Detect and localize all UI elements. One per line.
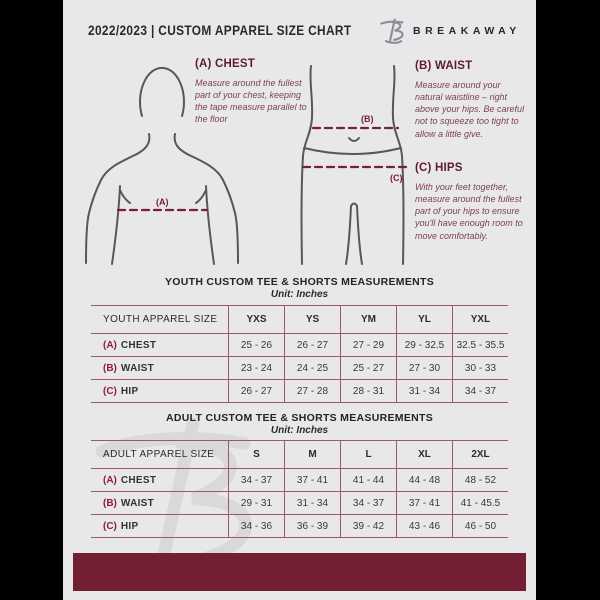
table-cell: 43 - 46 xyxy=(396,515,452,538)
row-header xyxy=(91,515,228,538)
table-cell: 34 - 37 xyxy=(452,380,508,403)
row-header xyxy=(91,334,228,357)
youth-size-label: YOUTH APPAREL SIZE xyxy=(103,314,218,325)
column-header: YXL xyxy=(452,305,508,334)
table-cell: 39 - 42 xyxy=(340,515,396,538)
size-chart-page xyxy=(63,0,536,600)
table-cell: 24 - 25 xyxy=(284,357,340,380)
hips-body-text: With your feet together, measure around the fullest part of your hips to ensure you'll have enough room to move comfortably. xyxy=(415,182,523,241)
table-cell: 31 - 34 xyxy=(284,492,340,515)
column-header: M xyxy=(284,440,340,469)
table-cell: 30 - 33 xyxy=(452,357,508,380)
brand-name: BREAKAWAY xyxy=(413,25,521,37)
table-cell: 23 - 24 xyxy=(228,357,284,380)
row-name: HIP xyxy=(120,385,139,397)
chest-marker-label: (A) xyxy=(156,197,169,207)
chest-heading: (A) CHEST xyxy=(195,58,255,70)
row-header xyxy=(91,380,228,403)
adult-size-label: ADULT APPAREL SIZE xyxy=(103,449,215,460)
youth-size-table xyxy=(91,305,508,403)
column-header: S xyxy=(228,440,284,469)
hip-marker-label: (C) xyxy=(390,173,403,183)
table-cell: 25 - 27 xyxy=(340,357,396,380)
table-cell: 28 - 31 xyxy=(340,380,396,403)
row-prefix: (B) xyxy=(103,362,117,374)
row-header xyxy=(91,492,228,515)
adult-unit-label: Unit: Inches xyxy=(270,425,329,436)
page-title: 2022/2023 | CUSTOM APPAREL SIZE CHART xyxy=(88,22,352,38)
table-cell: 31 - 34 xyxy=(396,380,452,403)
table-cell: 37 - 41 xyxy=(284,469,340,492)
waist-instructions xyxy=(415,60,527,140)
table-cell: 44 - 48 xyxy=(396,469,452,492)
column-header: 2XL xyxy=(452,440,508,469)
row-name: HIP xyxy=(120,520,139,532)
table-cell: 27 - 30 xyxy=(396,357,452,380)
column-header: YM xyxy=(340,305,396,334)
youth-section-title: YOUTH CUSTOM TEE & SHORTS MEASUREMENTS xyxy=(164,276,435,288)
table-cell: 41 - 44 xyxy=(340,469,396,492)
table-cell: 41 - 45.5 xyxy=(452,492,508,515)
table-cell: 48 - 52 xyxy=(452,469,508,492)
adult-section-title: ADULT CUSTOM TEE & SHORTS MEASUREMENTS xyxy=(165,412,434,424)
row-name: WAIST xyxy=(120,362,155,374)
youth-table-corner xyxy=(91,305,228,334)
youth-unit-label: Unit: Inches xyxy=(270,289,329,300)
table-cell: 27 - 29 xyxy=(340,334,396,357)
row-prefix: (B) xyxy=(103,497,117,509)
table-cell: 26 - 27 xyxy=(284,334,340,357)
row-header xyxy=(91,469,228,492)
row-prefix: (C) xyxy=(103,520,117,532)
table-cell: 34 - 37 xyxy=(340,492,396,515)
row-prefix: (A) xyxy=(103,339,117,351)
table-cell: 37 - 41 xyxy=(396,492,452,515)
table-cell: 29 - 31 xyxy=(228,492,284,515)
adult-size-table xyxy=(91,440,508,538)
table-cell: 34 - 36 xyxy=(228,515,284,538)
adult-table-corner xyxy=(91,440,228,469)
chest-instructions xyxy=(195,58,308,126)
lower-body-figure xyxy=(295,60,415,268)
waist-marker-label: (B) xyxy=(361,114,374,124)
waist-body-text: Measure around your natural waistline – right above your hips. Be careful not to squeeze too tight to allow a little give. xyxy=(415,80,525,139)
hips-instructions xyxy=(415,162,530,242)
row-name: WAIST xyxy=(120,497,155,509)
left-letterbox xyxy=(0,0,63,600)
row-prefix: (C) xyxy=(103,385,117,397)
row-name: CHEST xyxy=(120,339,157,351)
breakaway-logo-icon xyxy=(379,16,407,44)
table-cell: 34 - 37 xyxy=(228,469,284,492)
table-cell: 32.5 - 35.5 xyxy=(452,334,508,357)
column-header: XL xyxy=(396,440,452,469)
table-cell: 27 - 28 xyxy=(284,380,340,403)
chest-body-text: Measure around the fullest part of your chest, keeping the tape measure parallel to the floor xyxy=(195,78,307,125)
column-header: YL xyxy=(396,305,452,334)
table-cell: 26 - 27 xyxy=(228,380,284,403)
row-prefix: (A) xyxy=(103,474,117,486)
hips-heading: (C) HIPS xyxy=(415,162,463,174)
table-cell: 36 - 39 xyxy=(284,515,340,538)
table-cell: 46 - 50 xyxy=(452,515,508,538)
table-cell: 29 - 32.5 xyxy=(396,334,452,357)
right-letterbox xyxy=(536,0,600,600)
column-header: YXS xyxy=(228,305,284,334)
row-header xyxy=(91,357,228,380)
table-cell: 25 - 26 xyxy=(228,334,284,357)
column-header: YS xyxy=(284,305,340,334)
column-header: L xyxy=(340,440,396,469)
footer-accent-bar xyxy=(73,553,526,591)
waist-heading: (B) WAIST xyxy=(415,60,473,72)
row-name: CHEST xyxy=(120,474,157,486)
